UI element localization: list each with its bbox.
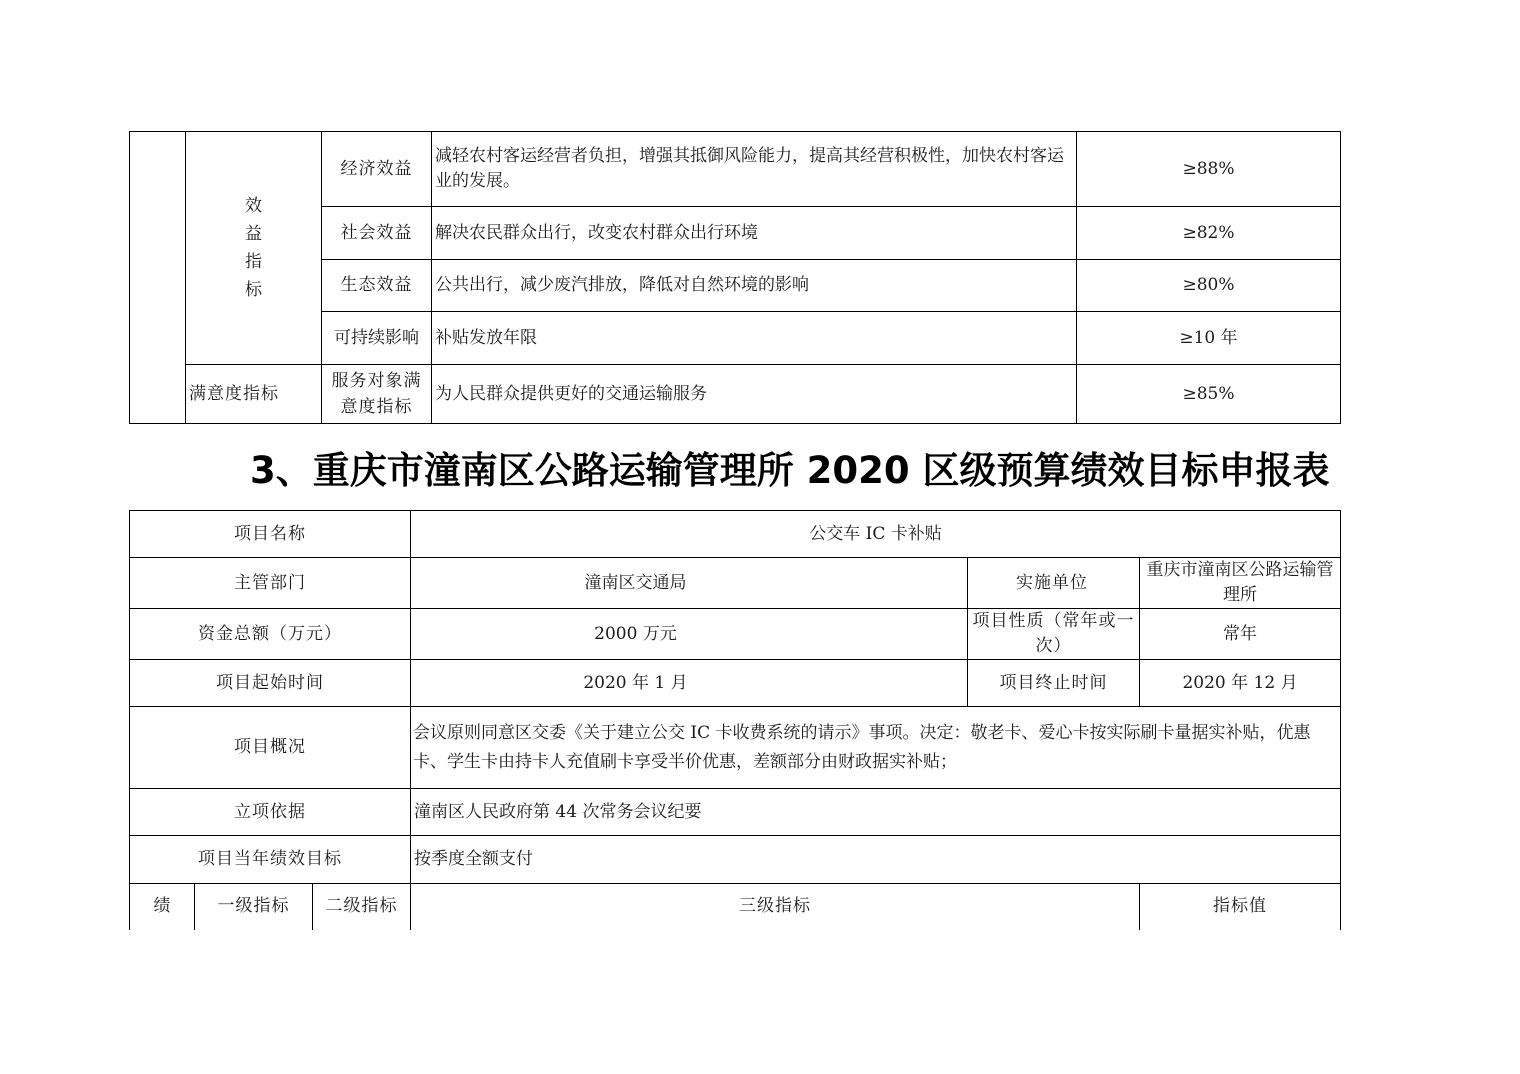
- sub-indicator-economic: 经济效益: [322, 132, 432, 207]
- nature-value: 常年: [1140, 609, 1341, 660]
- start-time-value: 2020 年 1 月: [411, 660, 968, 707]
- basis-value: 潼南区人民政府第 44 次常务会议纪要: [411, 789, 1341, 836]
- goal-label: 项目当年绩效目标: [130, 836, 411, 884]
- project-name-value: 公交车 IC 卡补贴: [411, 511, 1341, 558]
- indicator-desc-satisfaction: 为人民群众提供更好的交通运输服务: [432, 365, 1077, 424]
- unit-value: 重庆市潼南区公路运输管理所: [1140, 558, 1341, 609]
- category-char: 效: [245, 196, 262, 216]
- budget-performance-form: [129, 510, 1341, 930]
- dept-value: 潼南区交通局: [411, 558, 968, 609]
- category-char: 益: [245, 224, 262, 244]
- funds-label: 资金总额（万元）: [130, 609, 411, 660]
- goal-value: 按季度全额支付: [411, 836, 1341, 884]
- sub-indicator-sustainable: 可持续影响: [322, 312, 432, 365]
- nature-label: 项目性质（常年或一次）: [968, 609, 1140, 660]
- header-level3: 三级指标: [411, 884, 1140, 930]
- indicator-desc-sustainable: 补贴发放年限: [432, 312, 1077, 365]
- benefit-indicator-category: [186, 132, 322, 365]
- header-value: 指标值: [1140, 884, 1341, 930]
- overview-value: 会议原则同意区交委《关于建立公交 IC 卡收费系统的请示》事项。决定：敬老卡、爱心卡按实际刷卡量据实补贴，优惠卡、学生卡由持卡人充值刷卡享受半价优惠，差额部分由财政据实补贴；: [411, 707, 1341, 789]
- sub-indicator-social: 社会效益: [322, 207, 432, 260]
- indicator-value-social: ≥82%: [1077, 207, 1341, 260]
- end-time-label: 项目终止时间: [968, 660, 1140, 707]
- end-time-value: 2020 年 12 月: [1140, 660, 1341, 707]
- indicator-desc-ecological: 公共出行，减少废汽排放，降低对自然环境的影响: [432, 260, 1077, 312]
- indicator-value-satisfaction: ≥85%: [1077, 365, 1341, 424]
- sub-indicator-ecological: 生态效益: [322, 260, 432, 312]
- dept-label: 主管部门: [130, 558, 411, 609]
- header-performance: 绩: [130, 884, 195, 930]
- category-char: 指: [245, 252, 262, 272]
- form-title: 3、重庆市潼南区公路运输管理所 2020 区级预算绩效目标申报表: [250, 449, 1330, 492]
- indicator-desc-social: 解决农民群众出行，改变农村群众出行环境: [432, 207, 1077, 260]
- category-char: 标: [245, 280, 262, 300]
- header-level2: 二级指标: [313, 884, 411, 930]
- overview-label: 项目概况: [130, 707, 411, 789]
- indicator-desc-economic: 减轻农村客运经营者负担，增强其抵御风险能力，提高其经营积极性，加快农村客运业的发展。: [432, 132, 1077, 207]
- project-name-label: 项目名称: [130, 511, 411, 558]
- indicator-table-top: [129, 131, 1341, 424]
- header-level1: 一级指标: [195, 884, 313, 930]
- sub-indicator-satisfaction: 服务对象满意度指标: [322, 365, 432, 424]
- basis-label: 立项依据: [130, 789, 411, 836]
- indicator-value-ecological: ≥80%: [1077, 260, 1341, 312]
- indicator-value-economic: ≥88%: [1077, 132, 1341, 207]
- start-time-label: 项目起始时间: [130, 660, 411, 707]
- unit-label: 实施单位: [968, 558, 1140, 609]
- indicator-value-sustainable: ≥10 年: [1077, 312, 1341, 365]
- funds-value: 2000 万元: [411, 609, 968, 660]
- satisfaction-indicator-category: 满意度指标: [186, 365, 322, 424]
- blank-first-column: [130, 132, 186, 424]
